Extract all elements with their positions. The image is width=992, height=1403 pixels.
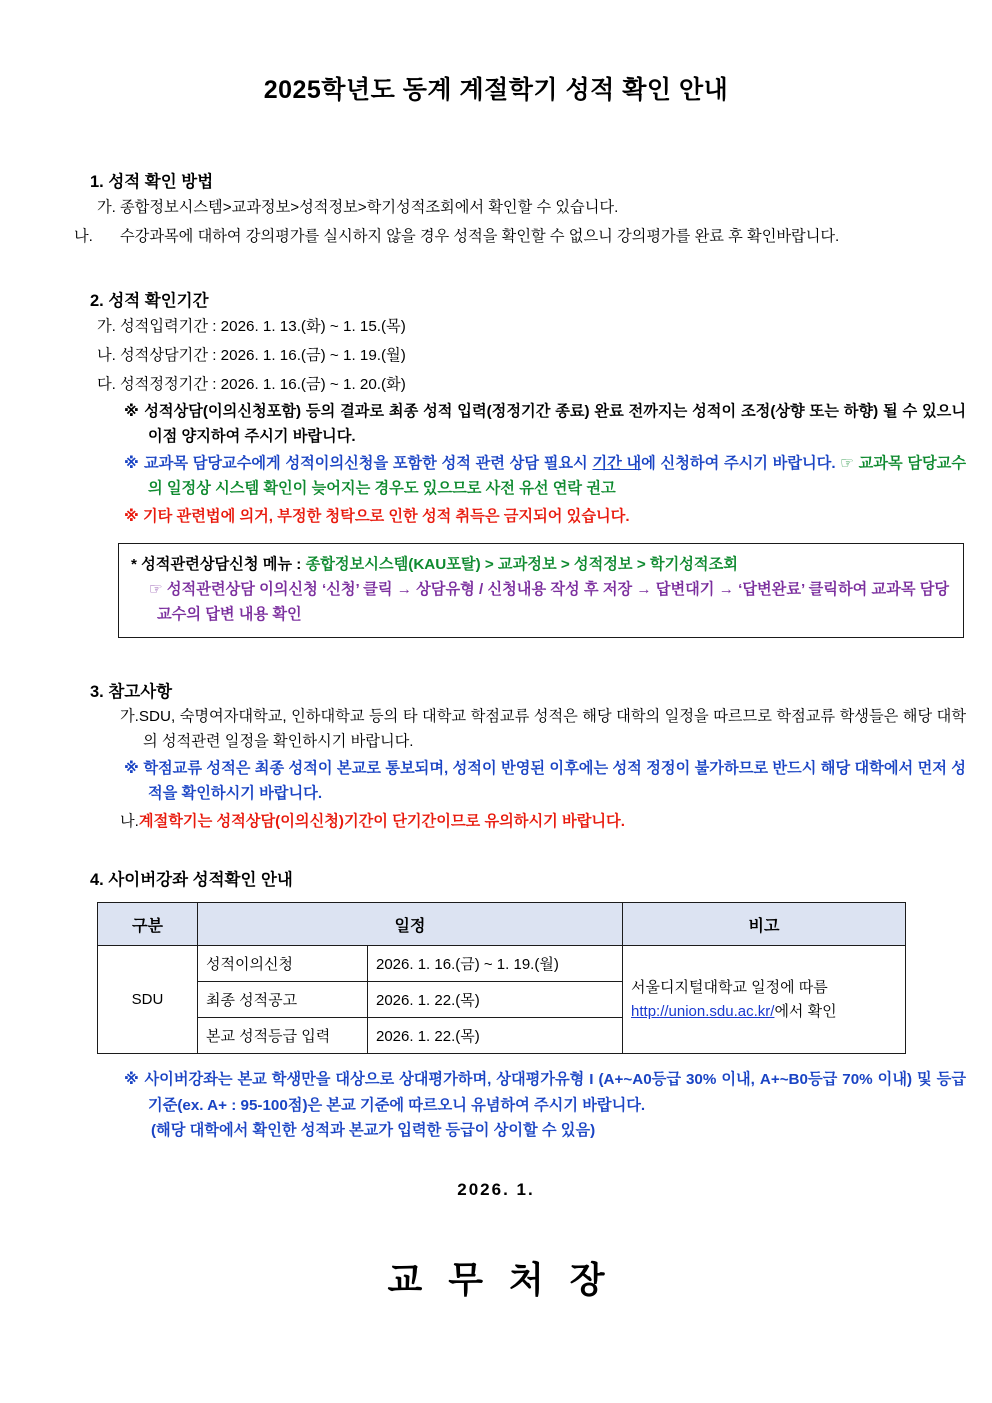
note-mark-icon: ※: [124, 455, 140, 473]
column-header-remark: 비고: [623, 903, 906, 946]
item-text: 종합정보시스템>교과정보>성적정보>학기성적조회에서 확인할 수 있습니다.: [120, 199, 619, 216]
counseling-steps-line: [131, 578, 951, 627]
sdu-schedule-table-wrap: [0, 890, 992, 1054]
note-text: 성적상담(이의신청포함) 등의 결과로 최종 성적 입력(정정기간 종료) 완료 전까지는 성적이 조정(상향 또는 하향) 될 수 있으니 이점 양지하여 주시기 바랍니다.: [144, 403, 966, 445]
section-2-item-b: [0, 344, 992, 369]
note-text-part-2: 에 신청하여 주시기 바랍니다.: [641, 455, 841, 473]
table-row: [98, 946, 906, 982]
section-2-heading: 2. 성적 확인기간: [90, 292, 209, 311]
note-text-part-1: 교과목 담당교수에게 성적이의신청을 포함한 성적 관련 상담 필요시: [143, 455, 593, 473]
note-text: 학점교류 성적은 최종 성적이 본교로 통보되며, 성적이 반영된 이후에는 성적 정정이 불가하므로 반드시 해당 대학에서 먼저 성적을 확인하시기 바랍니다.: [143, 760, 966, 802]
note-mark-icon: ※: [124, 1071, 140, 1089]
section-2-note-1: [0, 400, 992, 449]
note-text-line-2: (해당 대학에서 확인한 성적과 본교가 입력한 등급이 상이할 수 있음): [151, 1122, 596, 1140]
cell-item-date: 2026. 1. 22.(목): [368, 1018, 623, 1054]
column-header-division: 구분: [98, 903, 198, 946]
section-3: [0, 638, 992, 834]
note-mark-icon: ※: [124, 403, 140, 421]
item-text: 성적정정기간 : 2026. 1. 16.(금) ~ 1. 20.(화): [120, 375, 406, 393]
section-3-heading: 3. 참고사항: [90, 683, 173, 702]
section-3-item-b: [0, 810, 992, 835]
counseling-menu-path-line: [131, 553, 951, 578]
item-label: 나.: [120, 812, 139, 830]
item-label: 가.: [97, 318, 116, 336]
note-mark-icon: ※: [124, 507, 139, 525]
menu-label: * 성적관련상담신청 메뉴 :: [131, 556, 306, 574]
section-1: [0, 106, 992, 249]
section-1-item-a: [0, 196, 992, 221]
table-header-row: [98, 903, 906, 946]
item-label: 나.: [97, 346, 116, 364]
item-label: 나.: [74, 227, 93, 245]
cell-item-name: 최종 성적공고: [198, 982, 368, 1018]
note-emphasis: 기간 내: [592, 455, 642, 473]
item-text: 수강과목에 대하여 강의평가를 실시하지 않을 경우 성적을 확인할 수 없으니 강의평가를 완료 후 확인바랍니다.: [120, 227, 840, 245]
cell-item-name: 성적이의신청: [198, 946, 368, 982]
sdu-schedule-table: [97, 902, 906, 1054]
section-3-item-a: [0, 705, 992, 754]
section-4: [0, 834, 992, 1144]
item-label: 다.: [97, 375, 116, 393]
remark-line-1: 서울디지털대학교 일정에 따름: [631, 978, 828, 996]
note-text: 기타 관련법에 의거, 부정한 청탁으로 인한 성적 취득은 금지되어 있습니다.: [143, 507, 630, 525]
column-header-schedule: 일정: [198, 903, 623, 946]
item-text: SDU, 숙명여자대학교, 인하대학교 등의 타 대학교 학점교류 성적은 해당 대학의 일정을 따르므로 학점교류 학생들은 해당 대학의 성적관련 일정을 확인하시기 바랍니다.: [138, 708, 966, 750]
sdu-union-link[interactable]: http://union.sdu.ac.kr/: [631, 1002, 775, 1020]
section-2-item-c: [0, 373, 992, 398]
pointing-hand-icon: ☞: [840, 455, 854, 473]
section-2-item-a: [0, 315, 992, 340]
section-1-item-b: [0, 225, 992, 250]
item-text: 성적상담기간 : 2026. 1. 16.(금) ~ 1. 19.(월): [120, 346, 406, 364]
remark-line-2-tail: 에서 확인: [774, 1002, 837, 1020]
cell-item-date: 2026. 1. 16.(금) ~ 1. 19.(월): [368, 946, 623, 982]
counseling-steps-text: 성적관련상담 이의신청 ‘신청’ 클릭 → 상담유형 / 신청내용 작성 후 저장 → 답변대기 → ‘답변완료’ 클릭하여 교과목 담당교수의 답변 내용 확인: [157, 580, 950, 623]
note-text-green: 교과목 담당교수의 일정상 시스템 확인이 늦어지는 경우도 있으므로 사전 유선 연락 권고: [148, 455, 967, 497]
section-3-note: [0, 757, 992, 806]
section-4-final-note: [0, 1067, 992, 1144]
section-2: [0, 249, 992, 638]
pointing-hand-icon: ☞: [149, 580, 163, 598]
item-label: 가.: [120, 708, 139, 726]
section-1-heading: 1. 성적 확인 방법: [90, 173, 214, 191]
counseling-menu-box: [118, 543, 964, 638]
cell-item-name: 본교 성적등급 입력: [198, 1018, 368, 1054]
cell-remark: [623, 946, 906, 1054]
item-text: 계절학기는 성적상담(이의신청)기간이 단기간이므로 유의하시기 바랍니다.: [138, 812, 625, 830]
page-title: 2025학년도 동계 계절학기 성적 확인 안내: [263, 76, 729, 104]
item-label: 가.: [97, 199, 116, 216]
note-mark-icon: ※: [124, 760, 139, 778]
item-text: 성적입력기간 : 2026. 1. 13.(화) ~ 1. 15.(목): [120, 318, 406, 336]
issue-date: 2026. 1.: [457, 1179, 535, 1199]
section-4-heading: 4. 사이버강좌 성적확인 안내: [90, 871, 293, 890]
note-text-line-1: 사이버강좌는 본교 학생만을 대상으로 상대평가하며, 상대평가유형 I (A+~A0등급 30% 이내, A+~B0등급 70% 이내) 및 등급기준(ex. A+ : 95-100점)은 본교 기준에 따르오니 유념하여 주시기 바랍니다.: [144, 1071, 966, 1114]
issuing-office: 교무처장: [387, 1258, 631, 1300]
cell-division-sdu: SDU: [98, 946, 198, 1054]
section-2-note-2: [0, 452, 992, 501]
menu-path: 종합정보시스템(KAU포탈) > 교과정보 > 성적정보 > 학기성적조회: [305, 556, 738, 574]
section-2-note-3: [0, 505, 992, 530]
cell-item-date: 2026. 1. 22.(목): [368, 982, 623, 1018]
